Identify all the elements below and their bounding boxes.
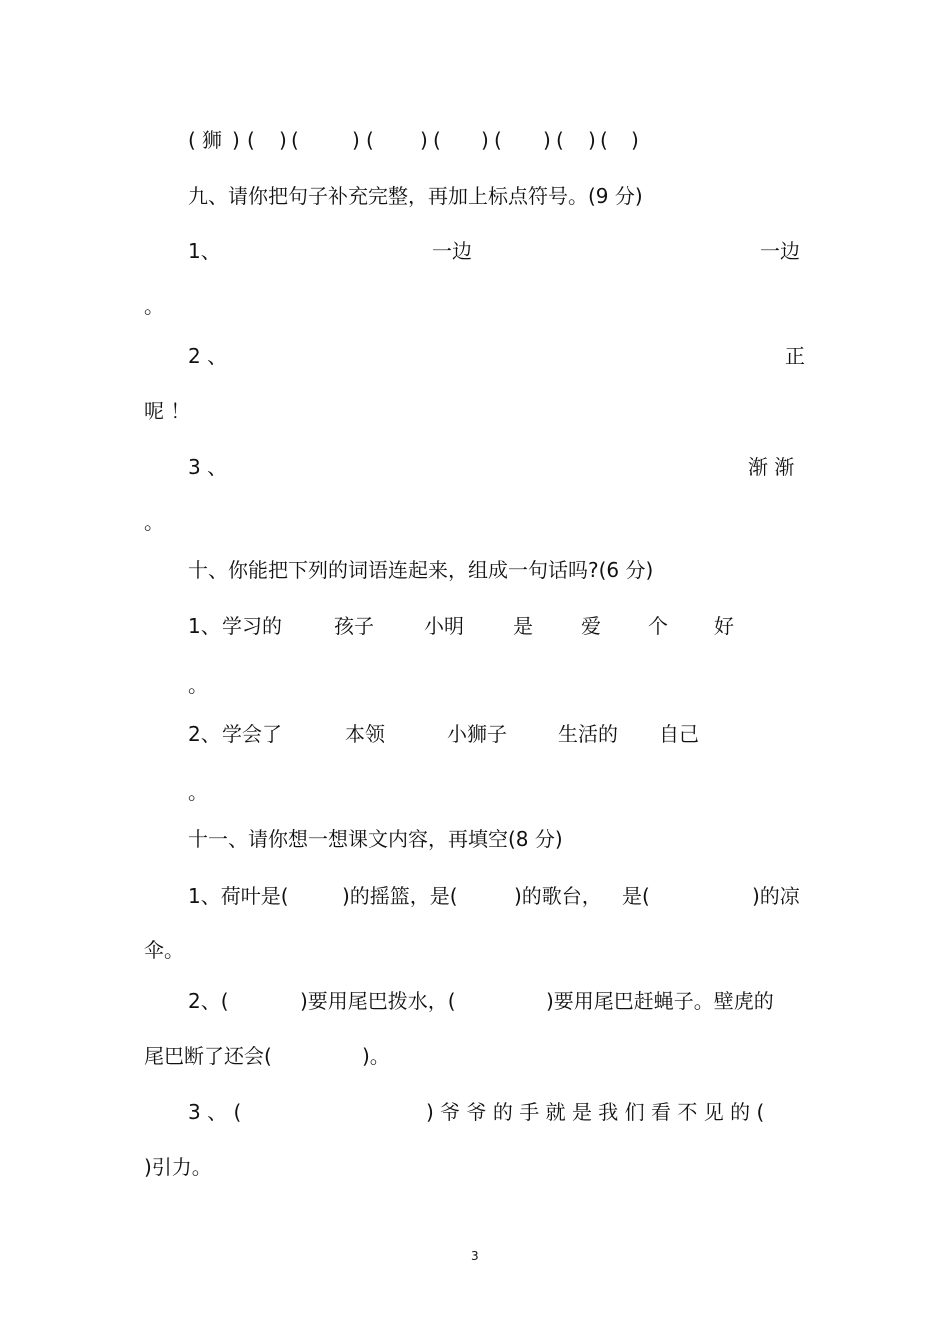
paren-close: ) bbox=[279, 128, 287, 152]
q11-item2-text: 尾巴断了还会( bbox=[144, 1044, 272, 1068]
paren-close: ) bbox=[352, 128, 360, 152]
q10-item1-word: 孩子 bbox=[334, 614, 374, 638]
paren-open: ( bbox=[556, 128, 564, 152]
q11-item1-text: )的歌台， bbox=[514, 884, 602, 908]
paren-fill: 狮 bbox=[202, 128, 222, 152]
q9-item1-word2: 一边 bbox=[760, 239, 800, 263]
paren-open: ( bbox=[247, 128, 255, 152]
q11-item1-text: 伞。 bbox=[144, 938, 184, 962]
q11-item2-text: )要用尾巴赶蝇子。壁虎的 bbox=[546, 989, 774, 1013]
q9-item2-number: 2 、 bbox=[188, 344, 228, 368]
q9-item3-word1: 渐 渐 bbox=[748, 455, 795, 479]
paren-close: ) bbox=[481, 128, 489, 152]
q11-item2-text: 2、( bbox=[188, 989, 229, 1013]
q10-item2-number: 2、 bbox=[188, 722, 221, 746]
q11-item3-text: ) 爷 爷 的 手 就 是 我 们 看 不 见 的 ( bbox=[426, 1100, 765, 1124]
q9-item2-end: 呢 ！ bbox=[144, 399, 191, 423]
q9-item1-word1: 一边 bbox=[432, 239, 472, 263]
page-number: 3 bbox=[471, 1249, 479, 1263]
q9-item3-end: 。 bbox=[144, 510, 164, 534]
q11-item2-text: )。 bbox=[362, 1044, 390, 1068]
q10-item2-word: 生活的 bbox=[558, 722, 618, 746]
q10-item2-word: 学会了 bbox=[222, 722, 282, 746]
q11-item1-text: )的凉 bbox=[752, 884, 800, 908]
q11-item1-text: )的摇篮，是( bbox=[342, 884, 458, 908]
paren-close: ) bbox=[420, 128, 428, 152]
paren-open: ( bbox=[366, 128, 374, 152]
q11-item3-text: )引力。 bbox=[144, 1155, 212, 1179]
q11-item3-text: 3 、 ( bbox=[188, 1100, 242, 1124]
paren-open: ( bbox=[494, 128, 502, 152]
paren-open: ( bbox=[188, 128, 196, 152]
paren-open: ( bbox=[433, 128, 441, 152]
q9-item1-end: 。 bbox=[144, 294, 164, 318]
q11-heading: 十一、请你想一想课文内容，再填空(8 分) bbox=[188, 827, 563, 851]
q9-item2-word1: 正 bbox=[785, 344, 805, 368]
paren-open: ( bbox=[600, 128, 608, 152]
q9-heading: 九、请你把句子补充完整，再加上标点符号。(9 分) bbox=[188, 184, 643, 208]
q10-item2-word: 小狮子 bbox=[447, 722, 507, 746]
q10-item1-number: 1、 bbox=[188, 614, 221, 638]
q11-item1-text: 1、荷叶是( bbox=[188, 884, 289, 908]
q10-item1-word: 好 bbox=[714, 614, 734, 638]
q11-item1-text: 是( bbox=[622, 884, 650, 908]
paren-close: ) bbox=[588, 128, 596, 152]
q10-heading: 十、你能把下列的词语连起来，组成一句话吗?(6 分) bbox=[188, 558, 654, 582]
paren-close: ) bbox=[631, 128, 639, 152]
q10-item1-word: 爱 bbox=[581, 614, 601, 638]
q10-item2-word: 自己 bbox=[659, 722, 699, 746]
q10-item1-end: 。 bbox=[188, 673, 208, 697]
q9-item1-number: 1、 bbox=[188, 239, 221, 263]
q10-item1-word: 个 bbox=[648, 614, 668, 638]
paren-close: ) bbox=[232, 128, 240, 152]
q10-item1-word: 学习的 bbox=[222, 614, 282, 638]
q11-item2-text: )要用尾巴拨水，( bbox=[300, 989, 456, 1013]
q9-item3-number: 3 、 bbox=[188, 455, 228, 479]
q10-item2-word: 本领 bbox=[345, 722, 385, 746]
q10-item1-word: 是 bbox=[513, 614, 533, 638]
paren-close: ) bbox=[543, 128, 551, 152]
q10-item1-word: 小明 bbox=[424, 614, 464, 638]
q10-item2-end: 。 bbox=[188, 780, 208, 804]
paren-open: ( bbox=[291, 128, 299, 152]
